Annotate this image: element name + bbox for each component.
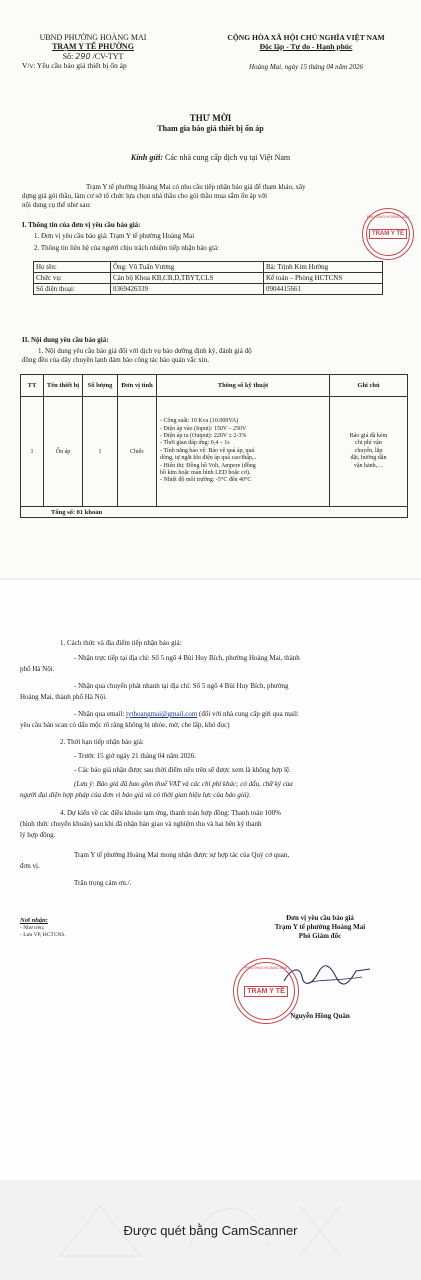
table-header-row: TT Tên thiết bị Số lượng Đơn vị tính Thông số kỹ thuật Ghi chú	[21, 375, 408, 397]
contact-row: Số điện thoại: 0369426339 0904415661	[34, 284, 383, 295]
salutation	[0, 153, 421, 162]
contact-row: Chức vụ: Cán bộ Khoa KB,CB,D,TBYT,CLS Kế toán – Phòng HCTCNS	[34, 273, 383, 284]
regards: Trân trọng cảm ơn./.	[74, 879, 132, 887]
place-date: Hoàng Mai, ngày 15 tháng 04 năm 2026	[249, 63, 363, 71]
intro-paragraph: Trạm Y tế phường Hoàng Mai có nhu cầu tiếp nhận báo giá để tham khảo, xây dựng giá gói thầu, làm cơ sở tổ chức lựa chọn nhà thầu cho gói thầu mua sắm ổn áp với nội dung cụ thể như sau:	[22, 183, 306, 209]
org-stamp: PHƯỜNG HOÀNG MAI TRẠM Y TẾ	[233, 958, 299, 1024]
letter-page-2	[0, 580, 421, 1180]
sign-role: Phó Giám đốc	[298, 932, 342, 940]
sign-org: Trạm Y tế phường Hoàng Mai	[274, 923, 366, 931]
contact-row: Họ tên: Ông: Vũ Tuấn Vương Bà: Trịnh Kim Hường	[34, 262, 383, 273]
salutation-label: Kính gửi:	[130, 153, 164, 162]
section2-heading: II. Nội dung yêu cầu báo giá:	[22, 336, 109, 344]
clause4: 4. Dự kiến về các điều khoản tạm ứng, thanh toán hợp đồng: Thanh toán 100% (hình thức chuyển khoản) sau khi đã nhận bàn giao và nghiệm thu và hai bên ký thanh lý hợp đồng.	[20, 809, 281, 839]
clause2-heading: 2. Thời hạn tiếp nhận báo giá:	[60, 738, 144, 746]
clause1-a: - Nhận trực tiếp tại địa chỉ: Số 5 ngõ 4 Bùi Huy Bích, phường Hoàng Mai, thành phố Hà Nội.	[20, 654, 300, 673]
section1-heading: I. Thông tin của đơn vị yêu cầu báo giá:	[22, 221, 141, 229]
country-name: CỘNG HÒA XÃ HỘI CHỦ NGHĨA VIỆT NAM	[227, 33, 385, 42]
clause1-b: - Nhận qua chuyển phát nhanh tại địa chỉ: Số 5 ngõ 4 Bùi Huy Bích, phường Hoàng Mai, thành phố Hà Nội.	[20, 682, 289, 701]
scanner-label: Được quét bằng CamScanner	[123, 1223, 298, 1238]
note-cell: Báo giá đã kèm chi phí vận chuyển, lắp đặt, hướng dẫn vận hành,…	[330, 397, 408, 507]
letter-title: THƯ MỜI	[189, 113, 232, 123]
org-header	[18, 33, 168, 70]
clause2-note: (Lưu ý: Báo giá đã bao gồm thuế VAT và các chi phí khác; có dấu, chữ ký của người đại diện hợp pháp của đơn vị báo giá và có thời gian hiệu lực của báo giá).	[20, 780, 293, 799]
spec-cell: - Công suất: 10 Kva (10.000VA) - Điện áp vào (Input): 150V – 250V - Điện áp ra (Output): 220V ± 2-3% - Thời gian đáp ứng: 0,4 – 1s - Tính năng bảo vệ: Bảo vệ quá áp, quá dòng, tự ngắt khi điện áp quá cao/thấp,.. - Hiển thị: Đồng hồ Volt, Ampere (đồng hồ kim hoặc màn hình LED hoặc cơ). - Nhiệt độ môi trường: -5°C đến 40°C	[157, 397, 330, 507]
clause2-b: - Các báo giá nhận được sau thời điểm nêu trên sẽ được xem là không hợp lệ.	[74, 766, 291, 774]
letter-subtitle: Tham gia báo giá thiết bị ổn áp	[157, 124, 264, 133]
section1-item2: 2. Thông tin liên hệ của người chịu trách nhiệm tiếp nhận báo giá:	[34, 244, 220, 252]
national-motto: Độc lập - Tự do - Hạnh phúc	[259, 42, 353, 51]
org-line2: TRẠM Y TẾ PHƯỜNG	[52, 42, 134, 51]
table-total-row: Tổng số: 01 khoản	[21, 507, 408, 518]
recipients: Nơi nhận: - Như trên; - Lưu VP, HCTCNS.	[20, 917, 66, 938]
quote-table	[20, 374, 408, 518]
recipients-label: Nơi nhận:	[20, 917, 48, 924]
national-header	[196, 33, 416, 72]
table-row: 1 Ổn áp 1 Chiếc - Công suất: 10 Kva (10.000VA) - Điện áp vào (Input): 150V – 250V - Điện áp ra (Output): 220V ± 2-3% - Thời gian đáp ứng: 0,4 – 1s - Tính năng bảo vệ: Bảo vệ quá áp, quá dòng, tự ngắt khi điện áp quá cao/thấp,.. - Hiển thị: Đồng hồ Volt, Ampere (đồng hồ kim hoặc màn hình LED hoặc cơ). - Nhiệt độ môi trường: -5°C đến 40°C Báo giá đã kèm chi phí vận chuyển, lắp đặt, hướng dẫn vận hành,…	[21, 397, 408, 507]
org-stamp: PHƯỜNG HOÀNG MAI TRẠM Y TẾ	[362, 208, 414, 260]
scanner-footer	[0, 1180, 421, 1280]
clause1-heading: 1. Cách thức và địa điểm tiếp nhận báo giá:	[60, 639, 182, 647]
section2-item1: 1. Nội dung yêu cầu báo giá đối với dịch vụ bảo dưỡng định kỳ, đánh giá độ đồng đều của dây chuyền lạnh đảm bảo công tác bảo quản vắc xin.	[22, 347, 252, 364]
signature-block	[245, 914, 395, 941]
sign-unit: Đơn vị yêu cầu báo giá	[286, 914, 354, 922]
sign-name: Nguyễn Hồng Quân	[290, 1012, 350, 1020]
doc-number-handwritten: 290	[75, 52, 91, 61]
org-line1: UBND PHƯỜNG HOÀNG MAI	[39, 33, 147, 42]
doc-subject: V/v: Yêu cầu báo giá thiết bị ổn áp	[22, 61, 127, 70]
letter-page-1	[0, 0, 421, 580]
doc-number: Số: 290 /CV-TYT	[62, 52, 124, 61]
section1-item1: 1. Đơn vị yêu cầu báo giá: Trạm Y tế phường Hoàng Mai	[34, 232, 195, 240]
salutation-text: Các nhà cung cấp dịch vụ tại Việt Nam	[165, 153, 291, 162]
email-link[interactable]: tythoangmai@gmail.com	[126, 710, 198, 718]
clause2-a: - Trước 15 giờ ngày 21 tháng 04 năm 2026.	[74, 752, 197, 760]
clause1-c: - Nhận qua email: tythoangmai@gmail.com (đối với nhà cung cấp gửi qua mail: yêu cầu bản scan có dấu mộc rõ ràng không bị nhòe, mờ, che lấp, khó đọc)	[20, 710, 299, 729]
closing: Trạm Y tế phường Hoàng Mai mong nhận được sự hợp tác của Quý cơ quan, đơn vị.	[20, 851, 290, 870]
contact-table	[33, 261, 383, 295]
